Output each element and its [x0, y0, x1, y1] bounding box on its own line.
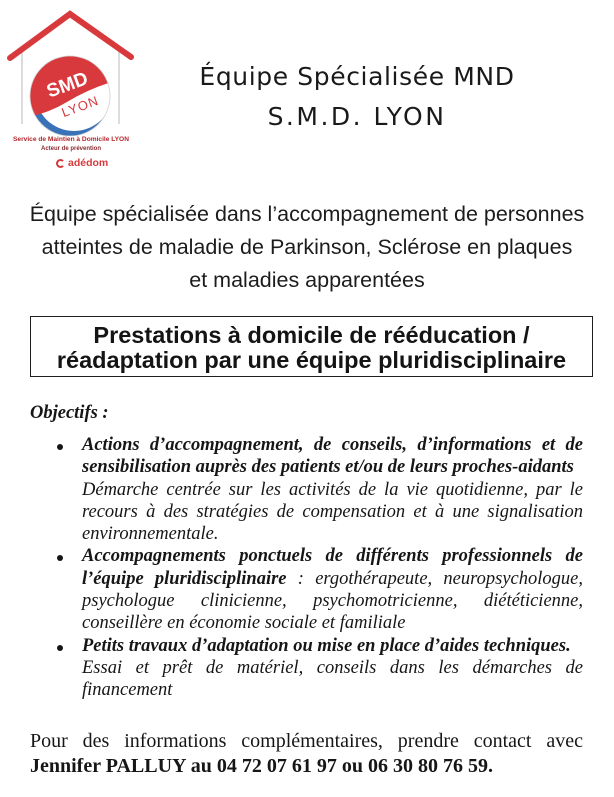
bullet-icon: [57, 645, 63, 651]
objective-item: [0, 434, 583, 545]
objective-lead: Petits travaux d’adaptation ou mise en place d’aides techniques.: [82, 635, 571, 656]
partner-logo: [56, 156, 108, 170]
intro-line: atteintes de maladie de Parkinson, Sclérose en plaques: [41, 235, 573, 259]
services-banner: [30, 316, 593, 377]
page-title: [150, 57, 564, 137]
contact-details: Jennifer PALLUY au 04 72 07 61 97 ou 06 30 80 76 59.: [30, 755, 493, 777]
smd-lyon-logo: [1, 6, 141, 178]
bullet-icon: [57, 555, 63, 561]
objective-detail: Essai et prêt de matériel, conseils dans les démarches de financement: [82, 657, 583, 701]
banner-line: réadaptation par une équipe pluridisciplinaire: [56, 347, 567, 373]
objectives-heading: Objectifs :: [30, 403, 109, 423]
logo-tagline: Acteur de prévention: [40, 146, 101, 152]
badge-smd-text: SMD: [44, 68, 91, 103]
objectives-list: [0, 434, 583, 702]
objective-item: [0, 635, 583, 702]
objective-lead: Accompagnements ponctuels de différents professionnels de l’équipe pluridisciplinaire: [82, 546, 583, 589]
banner-line: Prestations à domicile de rééducation /: [93, 322, 530, 348]
intro-paragraph: [0, 198, 614, 297]
contact-block: [30, 729, 583, 779]
bullet-icon: [57, 444, 63, 450]
adedom-swirl-icon: [56, 159, 65, 168]
logo-caption: Service de Maintien à Domicile LYON: [13, 136, 129, 143]
title-line-2: S.M.D. LYON: [267, 102, 447, 131]
objective-item: [0, 545, 583, 634]
contact-intro: Pour des informations complémentaires, prendre contact avec: [30, 730, 583, 752]
objective-detail: : ergothérapeute, neuropsychologue, psychologue clinicienne, psychomotricienne, diététicienne, conseillère en économie sociale et familiale: [82, 568, 583, 634]
intro-line: et maladies apparentées: [189, 268, 425, 292]
house-roof-icon: [10, 14, 131, 58]
objective-lead: Actions d’accompagnement, de conseils, d’informations et de sensibilisation auprès des patients et/ou de leurs proches-aidants: [82, 435, 583, 478]
badge-lyon-text: LYON: [59, 92, 101, 121]
partner-name: adédom: [68, 157, 109, 169]
smd-logo-graphic: [1, 6, 141, 136]
objective-detail: Démarche centrée sur les activités de la vie quotidienne, par le recours à des stratégies de compensation et à une signalisation environnementale.: [82, 479, 583, 545]
title-line-1: Équipe Spécialisée MND: [199, 62, 515, 91]
intro-line: Équipe spécialisée dans l’accompagnement de personnes: [29, 202, 585, 226]
